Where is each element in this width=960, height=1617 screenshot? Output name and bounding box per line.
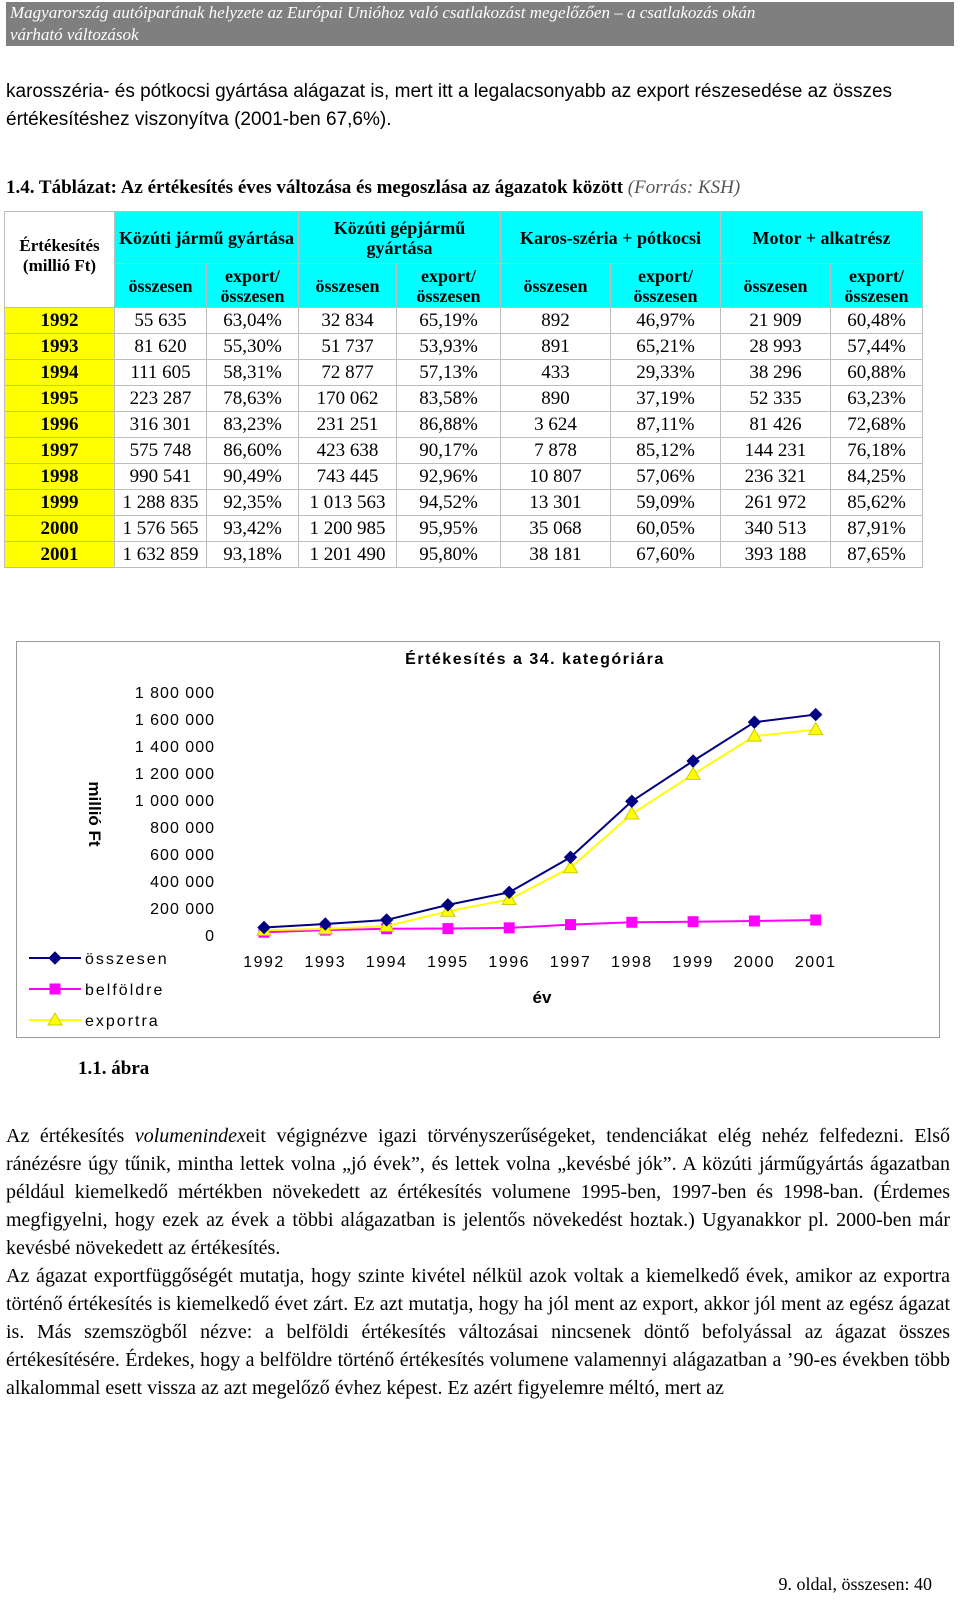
data-point — [50, 984, 60, 994]
data-point — [688, 917, 698, 927]
y-tick-label: 200 000 — [150, 901, 215, 918]
subheader-total: összesen — [721, 264, 831, 308]
year-cell: 1995 — [5, 386, 115, 412]
x-tick-label: 2000 — [733, 954, 776, 971]
chart-legend — [29, 951, 169, 1030]
value-cell: 81 620 — [115, 334, 207, 360]
value-cell: 67,60% — [611, 542, 721, 568]
value-cell: 65,21% — [611, 334, 721, 360]
value-cell: 87,11% — [611, 412, 721, 438]
value-cell: 53,93% — [397, 334, 501, 360]
value-cell: 891 — [501, 334, 611, 360]
figure-label: 1.1. ábra — [78, 1058, 150, 1079]
value-cell: 261 972 — [721, 490, 831, 516]
y-tick-label: 1 000 000 — [134, 793, 215, 810]
value-cell: 236 321 — [721, 464, 831, 490]
y-tick-label: 800 000 — [150, 820, 215, 837]
x-tick-label: 2001 — [794, 954, 837, 971]
data-point — [810, 709, 822, 721]
data-point — [443, 924, 453, 934]
x-tick-label: 1994 — [365, 954, 408, 971]
value-cell: 1 013 563 — [299, 490, 397, 516]
x-tick-label: 1995 — [427, 954, 469, 971]
data-point — [811, 915, 821, 925]
value-cell: 93,42% — [207, 516, 299, 542]
value-cell: 10 807 — [501, 464, 611, 490]
value-cell: 21 909 — [721, 308, 831, 334]
value-cell: 55,30% — [207, 334, 299, 360]
value-cell: 433 — [501, 360, 611, 386]
value-cell: 92,96% — [397, 464, 501, 490]
value-cell: 58,31% — [207, 360, 299, 386]
running-header — [6, 2, 954, 46]
body-paragraph-2: Az ágazat exportfüggőségét mutatja, hogy szinte kivétel nélkül azok voltak a kiemelkedő évek, amikor az exportra történő értékesítés is kiemelkedő évet zárt. Ez azt mutatja, hogy ha jól ment az export, akkor jól ment az egész ágazat is. Más szemszögből nézve: a belföldi értékesítés változásai nincsenek döntő befolyással az ágazat összes értékesítésére. Érdekes, hogy a belföldre történő értékesítés volumene valamennyi alágazatban a ’90-es években több alkalommal esett vissza az azt megelőző évhez képest. Ez azért figyelemre méltó, mert az — [6, 1265, 950, 1399]
year-cell: 1996 — [5, 412, 115, 438]
value-cell: 60,05% — [611, 516, 721, 542]
value-cell: 38 296 — [721, 360, 831, 386]
data-point — [566, 920, 576, 930]
table-row — [5, 542, 923, 568]
y-tick-label: 600 000 — [150, 847, 215, 864]
table-row — [5, 386, 923, 412]
x-tick-label: 1992 — [243, 954, 285, 971]
body-text-run: eit végignézve igazi törvényszerűségeket, tendenciákat elég nehéz felfedezni. Első ránézésre úgy tűnik, mintha lettek volna „jó évek”, és lettek volna „kevésbé jók”. A közúti járműgyártás ágazatban például kiemelkedő mértékben növekedett az értékesítés volumene 1995-ben, 1997-ben és 1998-ban. (Érdemes megfigyelni, hogy ezek az évek a többi alágazatban is jelentős növekedést hoztak.) Ugyanakkor pl. 2000-ben már kevésbé növekedett az értékesítés. — [6, 1125, 950, 1259]
table-body — [5, 308, 923, 568]
y-tick-label: 1 800 000 — [134, 685, 215, 702]
value-cell: 83,23% — [207, 412, 299, 438]
value-cell: 72,68% — [831, 412, 923, 438]
table-row — [5, 438, 923, 464]
table-corner-header: Értékesítés (millió Ft) — [5, 212, 115, 308]
value-cell: 78,63% — [207, 386, 299, 412]
value-cell: 1 201 490 — [299, 542, 397, 568]
value-cell: 1 576 565 — [115, 516, 207, 542]
sales-chart — [16, 641, 940, 1038]
data-point — [748, 716, 760, 728]
series-line — [264, 730, 816, 931]
value-cell: 393 188 — [721, 542, 831, 568]
running-header-line1: Magyarország autóiparának helyzete az Európai Unióhoz való csatlakozást megelőzően – a csatlakozás okán — [10, 3, 756, 22]
value-cell: 144 231 — [721, 438, 831, 464]
value-cell: 35 068 — [501, 516, 611, 542]
series-2 — [257, 723, 823, 936]
body-text — [6, 1122, 950, 1402]
value-cell: 37,19% — [611, 386, 721, 412]
subheader-export: export/ összesen — [611, 264, 721, 308]
y-axis-label: millió Ft — [85, 781, 104, 847]
value-cell: 3 624 — [501, 412, 611, 438]
y-tick-label: 1 600 000 — [134, 712, 215, 729]
group-header: Közúti jármű gyártása — [115, 212, 299, 264]
value-cell: 85,12% — [611, 438, 721, 464]
value-cell: 84,25% — [831, 464, 923, 490]
value-cell: 423 638 — [299, 438, 397, 464]
subheader-export: export/ összesen — [397, 264, 501, 308]
year-cell: 1993 — [5, 334, 115, 360]
value-cell: 7 878 — [501, 438, 611, 464]
x-tick-label: 1997 — [549, 954, 592, 971]
body-text-run: Az értékesítés — [6, 1125, 135, 1147]
value-cell: 13 301 — [501, 490, 611, 516]
value-cell: 90,17% — [397, 438, 501, 464]
data-point — [749, 916, 759, 926]
data-point — [504, 923, 514, 933]
value-cell: 57,06% — [611, 464, 721, 490]
value-cell: 223 287 — [115, 386, 207, 412]
subheader-total: összesen — [299, 264, 397, 308]
x-tick-label: 1999 — [672, 954, 714, 971]
value-cell: 60,88% — [831, 360, 923, 386]
value-cell: 57,44% — [831, 334, 923, 360]
value-cell: 57,13% — [397, 360, 501, 386]
running-header-line2: várható változások — [10, 25, 139, 44]
value-cell: 1 200 985 — [299, 516, 397, 542]
data-point — [687, 755, 699, 767]
year-cell: 1992 — [5, 308, 115, 334]
group-header: Motor + alkatrész — [721, 212, 923, 264]
value-cell: 86,60% — [207, 438, 299, 464]
value-cell: 1 288 835 — [115, 490, 207, 516]
group-header: Karos-széria + pótkocsi — [501, 212, 721, 264]
legend-label: exportra — [85, 1013, 160, 1030]
page-footer: 9. oldal, összesen: 40 — [778, 1574, 932, 1594]
year-cell: 2001 — [5, 542, 115, 568]
value-cell: 28 993 — [721, 334, 831, 360]
x-axis-label: év — [532, 988, 552, 1007]
value-cell: 95,80% — [397, 542, 501, 568]
series-0 — [258, 709, 822, 934]
chart-title: Értékesítés a 34. kategóriára — [405, 651, 665, 668]
value-cell: 85,62% — [831, 490, 923, 516]
intro-paragraph: karosszéria- és pótkocsi gyártása alágazat is, mert itt a legalacsonyabb az export részesedése az összes értékesítéshez viszonyítva (2001-ben 67,6%). — [6, 81, 893, 130]
data-point — [627, 917, 637, 927]
x-tick-label: 1998 — [611, 954, 653, 971]
value-cell: 63,04% — [207, 308, 299, 334]
data-point — [442, 899, 454, 911]
value-cell: 76,18% — [831, 438, 923, 464]
value-cell: 86,88% — [397, 412, 501, 438]
body-paragraph-1 — [6, 1122, 950, 1262]
value-cell: 55 635 — [115, 308, 207, 334]
value-cell: 51 737 — [299, 334, 397, 360]
table-row — [5, 464, 923, 490]
table-row — [5, 360, 923, 386]
value-cell: 316 301 — [115, 412, 207, 438]
series-1 — [259, 915, 821, 937]
value-cell: 170 062 — [299, 386, 397, 412]
year-cell: 1994 — [5, 360, 115, 386]
subheader-total: összesen — [115, 264, 207, 308]
legend-label: belföldre — [85, 982, 165, 999]
value-cell: 65,19% — [397, 308, 501, 334]
value-cell: 83,58% — [397, 386, 501, 412]
value-cell: 575 748 — [115, 438, 207, 464]
value-cell: 890 — [501, 386, 611, 412]
x-tick-label: 1996 — [488, 954, 530, 971]
value-cell: 743 445 — [299, 464, 397, 490]
table-caption-title: 1.4. Táblázat: Az értékesítés éves változása és megoszlása az ágazatok között — [6, 177, 624, 198]
legend-label: összesen — [85, 951, 169, 968]
data-point — [686, 767, 700, 779]
chart-svg — [17, 642, 939, 1037]
table-row — [5, 334, 923, 360]
y-tick-label: 1 400 000 — [134, 739, 215, 756]
year-cell: 2000 — [5, 516, 115, 542]
table-row — [5, 516, 923, 542]
value-cell: 990 541 — [115, 464, 207, 490]
y-axis — [135, 685, 215, 945]
data-point — [49, 952, 61, 964]
sales-table — [4, 211, 923, 568]
value-cell: 32 834 — [299, 308, 397, 334]
value-cell: 38 181 — [501, 542, 611, 568]
series-line — [264, 715, 816, 928]
value-cell: 95,95% — [397, 516, 501, 542]
value-cell: 59,09% — [611, 490, 721, 516]
value-cell: 92,35% — [207, 490, 299, 516]
value-cell: 340 513 — [721, 516, 831, 542]
value-cell: 52 335 — [721, 386, 831, 412]
value-cell: 60,48% — [831, 308, 923, 334]
value-cell: 46,97% — [611, 308, 721, 334]
value-cell: 87,91% — [831, 516, 923, 542]
value-cell: 63,23% — [831, 386, 923, 412]
value-cell: 94,52% — [397, 490, 501, 516]
value-cell: 93,18% — [207, 542, 299, 568]
value-cell: 81 426 — [721, 412, 831, 438]
y-tick-label: 0 — [205, 928, 215, 945]
series-group — [257, 709, 823, 938]
table-caption — [6, 176, 950, 200]
value-cell: 29,33% — [611, 360, 721, 386]
value-cell: 892 — [501, 308, 611, 334]
year-cell: 1998 — [5, 464, 115, 490]
year-cell: 1999 — [5, 490, 115, 516]
value-cell: 72 877 — [299, 360, 397, 386]
y-tick-label: 400 000 — [150, 874, 215, 891]
table-row — [5, 412, 923, 438]
body-text-italic: volumenindex — [134, 1125, 246, 1147]
value-cell: 231 251 — [299, 412, 397, 438]
x-tick-label: 1993 — [304, 954, 347, 971]
table-caption-source: (Forrás: KSH) — [627, 177, 741, 198]
y-tick-label: 1 200 000 — [134, 766, 215, 783]
year-cell: 1997 — [5, 438, 115, 464]
table-row — [5, 490, 923, 516]
subheader-total: összesen — [501, 264, 611, 308]
value-cell: 90,49% — [207, 464, 299, 490]
x-axis — [243, 954, 836, 971]
subheader-export: export/ összesen — [207, 264, 299, 308]
value-cell: 111 605 — [115, 360, 207, 386]
subheader-export: export/ összesen — [831, 264, 923, 308]
value-cell: 87,65% — [831, 542, 923, 568]
data-point — [625, 807, 639, 819]
data-point — [809, 723, 823, 735]
table-row — [5, 308, 923, 334]
group-header: Közúti gépjármű gyártása — [299, 212, 501, 264]
value-cell: 1 632 859 — [115, 542, 207, 568]
